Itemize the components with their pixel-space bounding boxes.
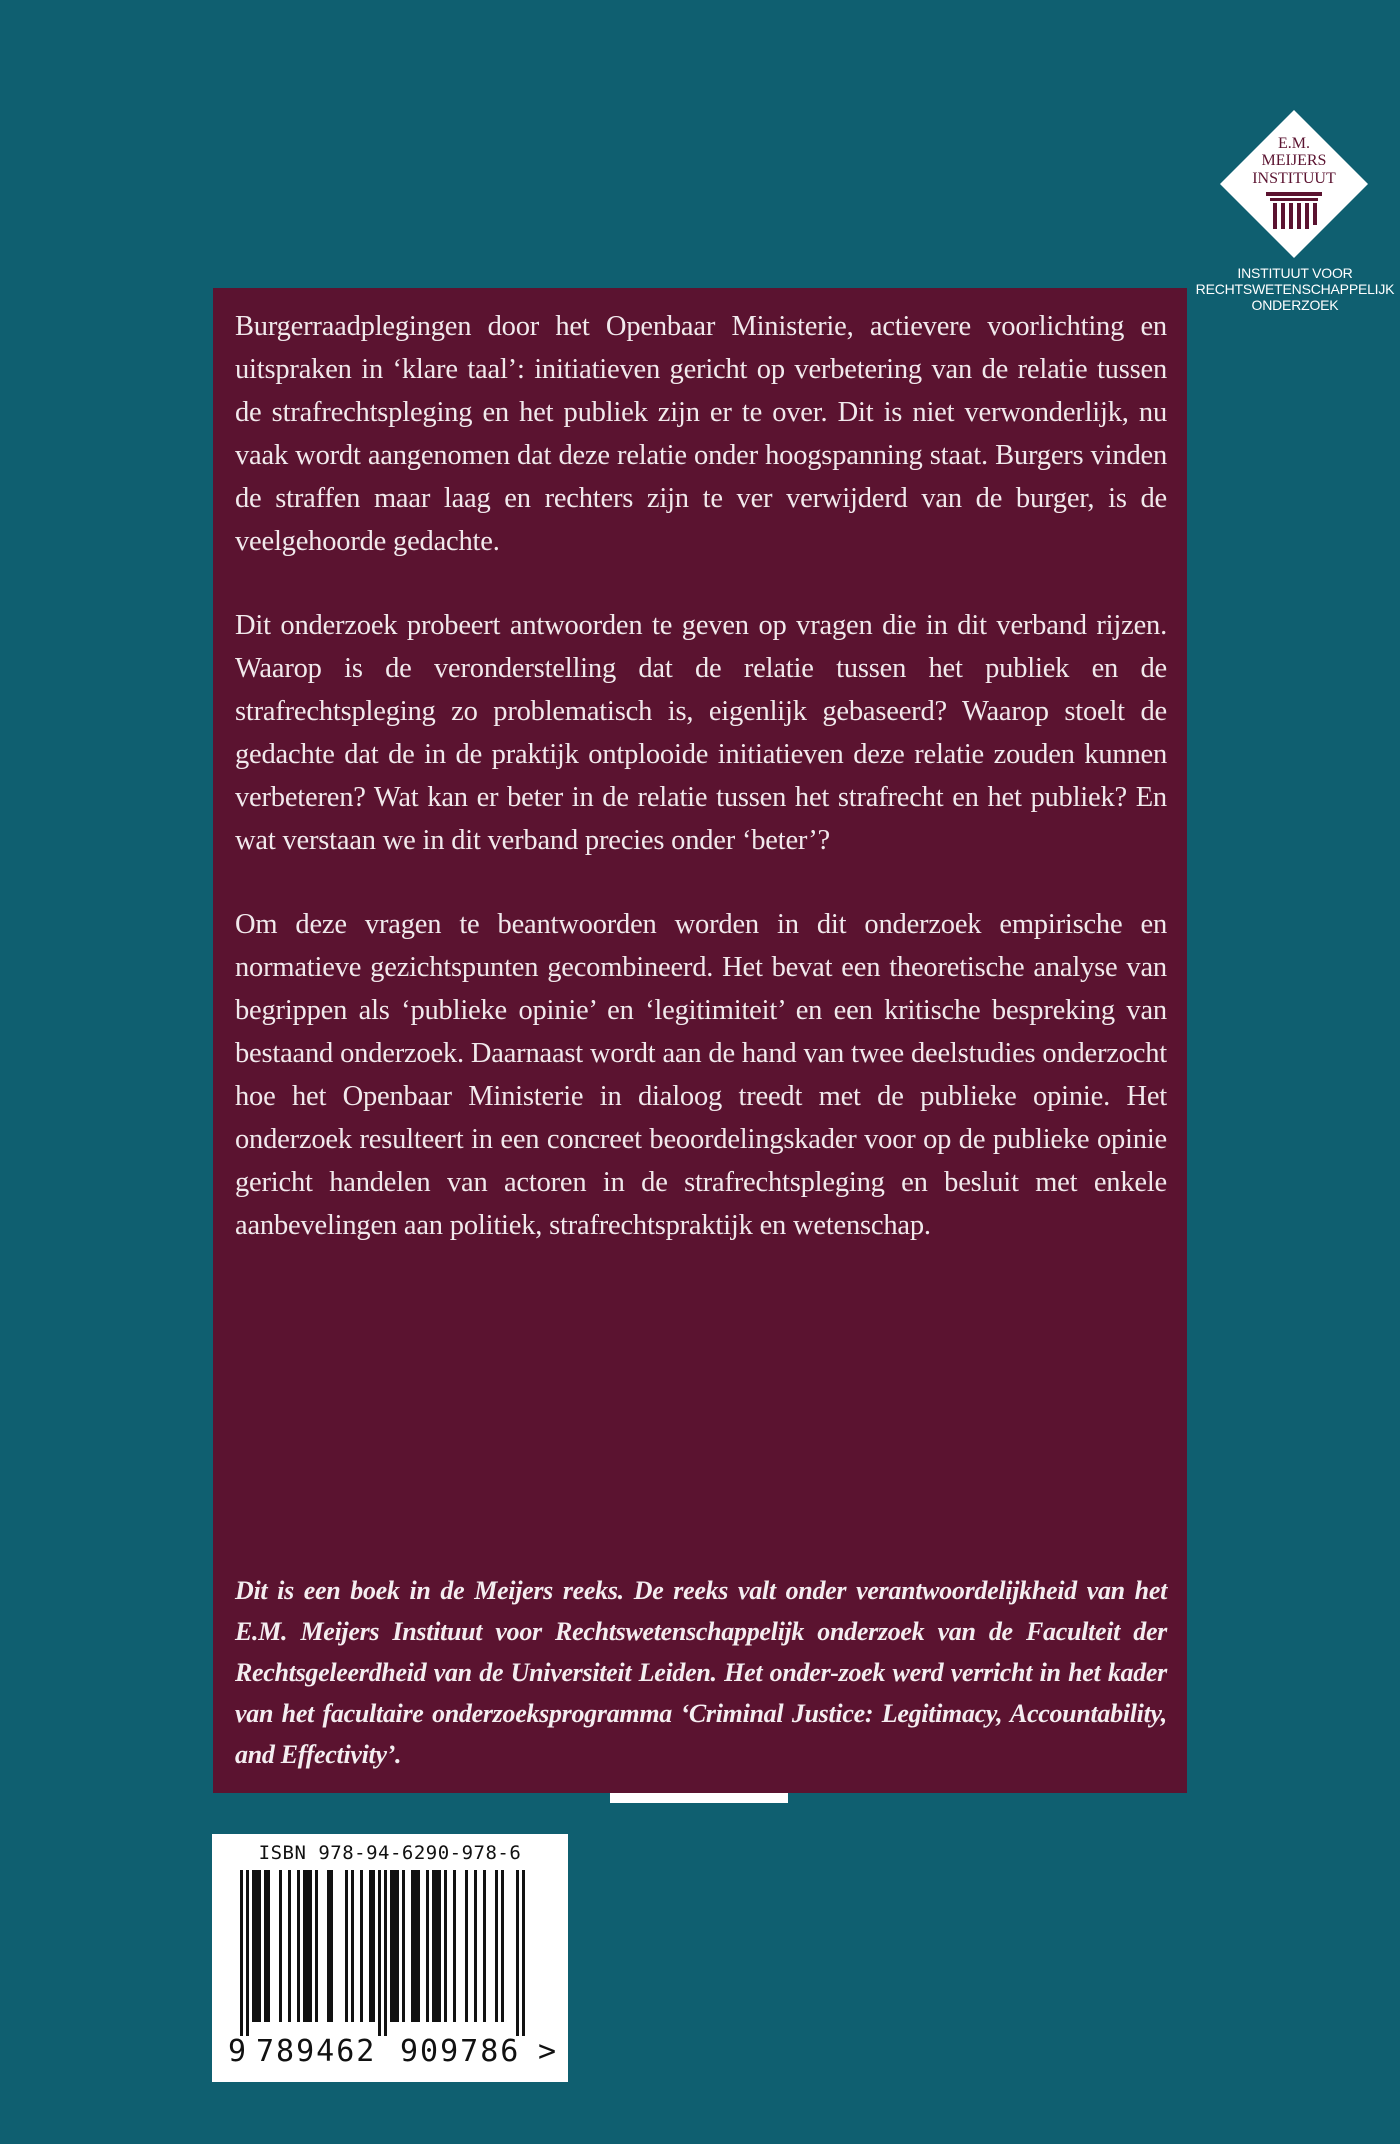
- barcode-bar: [438, 1870, 441, 2022]
- barcode-bars-icon: [240, 1870, 540, 2036]
- barcode-bar: [315, 1870, 318, 2022]
- barcode-bar: [258, 1870, 261, 2022]
- barcode-bar: [474, 1870, 477, 2022]
- barcode-bar: [483, 1870, 486, 2022]
- isbn-label: ISBN 978-94-6290-978-6: [258, 1842, 522, 1864]
- barcode-bar: [330, 1870, 333, 2022]
- barcode-bar: [435, 1870, 438, 2022]
- blurb-paragraph-3: Om deze vragen te beantwoorden worden in dit onderzoek empirische en normatieve gezichtspunten gecombineerd. Het bevat een theoretische analyse van begrippen als ‘publieke opinie’ en ‘legitimiteit’ en een kritische bespreking van bestaand onderzoek. Daarnaast wordt aan de hand van twee deelstudies onderzocht hoe het Openbaar Ministerie in dialoog treedt met de publieke opinie. Het onderzoek resulteert in een concreet beoordelingskader voor op de publieke opinie gericht handelen van actoren in de strafrechtspleging en besluit met enkele aanbevelingen aan politiek, strafrechtspraktijk en wetenschap.: [235, 909, 1167, 1241]
- barcode-bar: [267, 1870, 270, 2022]
- barcode-bar: [495, 1870, 498, 2022]
- logo-line-1: E.M.: [1278, 135, 1310, 152]
- barcode-bar: [279, 1870, 282, 2022]
- ean-arrow: >: [538, 2034, 557, 2069]
- barcode-bar: [396, 1870, 399, 2022]
- barcode-bar: [402, 1870, 405, 2022]
- logo-subtitle-line-3: ONDERZOEK: [1251, 297, 1339, 313]
- barcode-bar: [453, 1870, 456, 2022]
- barcode-bar: [303, 1870, 306, 2022]
- institute-logo: [1218, 108, 1370, 260]
- barcode-bar: [432, 1870, 435, 2022]
- logo-diamond-icon: [1218, 108, 1370, 260]
- barcode-bar: [417, 1870, 420, 2022]
- barcode-bar: [264, 1870, 267, 2022]
- white-tab: [610, 1793, 788, 1803]
- barcode-bar: [393, 1870, 396, 2022]
- logo-line-2: MEIJERS: [1261, 152, 1327, 169]
- logo-subtitle-line-1: INSTITUUT VOOR: [1237, 265, 1353, 281]
- barcode-bar: [414, 1870, 417, 2022]
- barcode-bar: [522, 1870, 525, 2036]
- blurb-paragraph-2: Dit onderzoek probeert antwoorden te geven op vragen die in dit verband rijzen. Waarop is de veronderstelling dat de relatie tussen het publiek en de strafrechtspleging zo problematisch is, eigenlijk gebaseerd? Waarop stoelt de gedachte dat de in de praktijk ontplooide initiatieven deze relatie zouden kunnen verbeteren? Wat kan er beter in de relatie tussen het strafrecht en het publiek? En wat verstaan we in dit verband precies onder ‘beter’?: [235, 610, 1167, 856]
- barcode-bar: [297, 1870, 300, 2022]
- barcode-bar: [351, 1870, 354, 2022]
- isbn-barcode: [212, 1834, 568, 2082]
- barcode-bar: [327, 1870, 330, 2022]
- barcode-bar: [306, 1870, 309, 2022]
- logo-line-3: INSTITUUT: [1252, 170, 1336, 187]
- barcode-bar: [360, 1870, 363, 2022]
- barcode-bar: [345, 1870, 348, 2022]
- series-note: Dit is een boek in de Meijers reeks. De reeks valt onder verantwoordelijkheid van het E.M. Meijers Instituut voor Rechtswetenschappelijk onderzoek van de Faculteit der Rechtsgeleerdheid van de Universiteit Leiden. Het onder-zoek werd verricht in het kader van het facultaire onderzoeksprogramma ‘Criminal Justice: Legitimacy, Accountability, and Effectivity’.: [235, 1576, 1167, 1769]
- barcode-bar: [240, 1870, 243, 2036]
- barcode-bar: [246, 1870, 249, 2036]
- barcode-bar: [252, 1870, 255, 2022]
- barcode-bar: [465, 1870, 468, 2022]
- barcode-bar: [384, 1870, 387, 2036]
- blurb-paragraph-1: Burgerraadplegingen door het Openbaar Ministerie, actievere voorlichting en uitspraken in ‘klare taal’: initiatieven gericht op verbetering van de relatie tussen de strafrechtspleging en het publiek zijn er te over. Dit is niet verwonderlijk, nu vaak wordt aangenomen dat deze relatie onder hoogspanning staat. Burgers vinden de straffen maar laag en rechters zijn te ver verwijderd van de burger, is de veelgehoorde gedachte.: [235, 311, 1167, 557]
- ean-right-digits: 909786: [400, 2034, 521, 2069]
- logo-subtitle-line-2: RECHTSWETENSCHAPPELIJK: [1195, 281, 1395, 297]
- barcode-bar: [378, 1870, 381, 2036]
- barcode-bar: [516, 1870, 519, 2036]
- barcode-bar: [444, 1870, 447, 2022]
- barcode-bar: [369, 1870, 372, 2022]
- barcode-bar: [501, 1870, 504, 2022]
- barcode-bar: [372, 1870, 375, 2022]
- barcode-bar: [411, 1870, 414, 2022]
- ean-left-digits: 789462: [256, 2034, 377, 2069]
- ean-first-digit: 9: [228, 2034, 247, 2069]
- barcode-bar: [255, 1870, 258, 2022]
- barcode-bar: [426, 1870, 429, 2022]
- barcode-bar: [309, 1870, 312, 2022]
- blurb-panel: [213, 288, 1187, 1793]
- barcode-bar: [288, 1870, 291, 2022]
- barcode-bar: [390, 1870, 393, 2022]
- logo-subtitle: [1190, 265, 1400, 313]
